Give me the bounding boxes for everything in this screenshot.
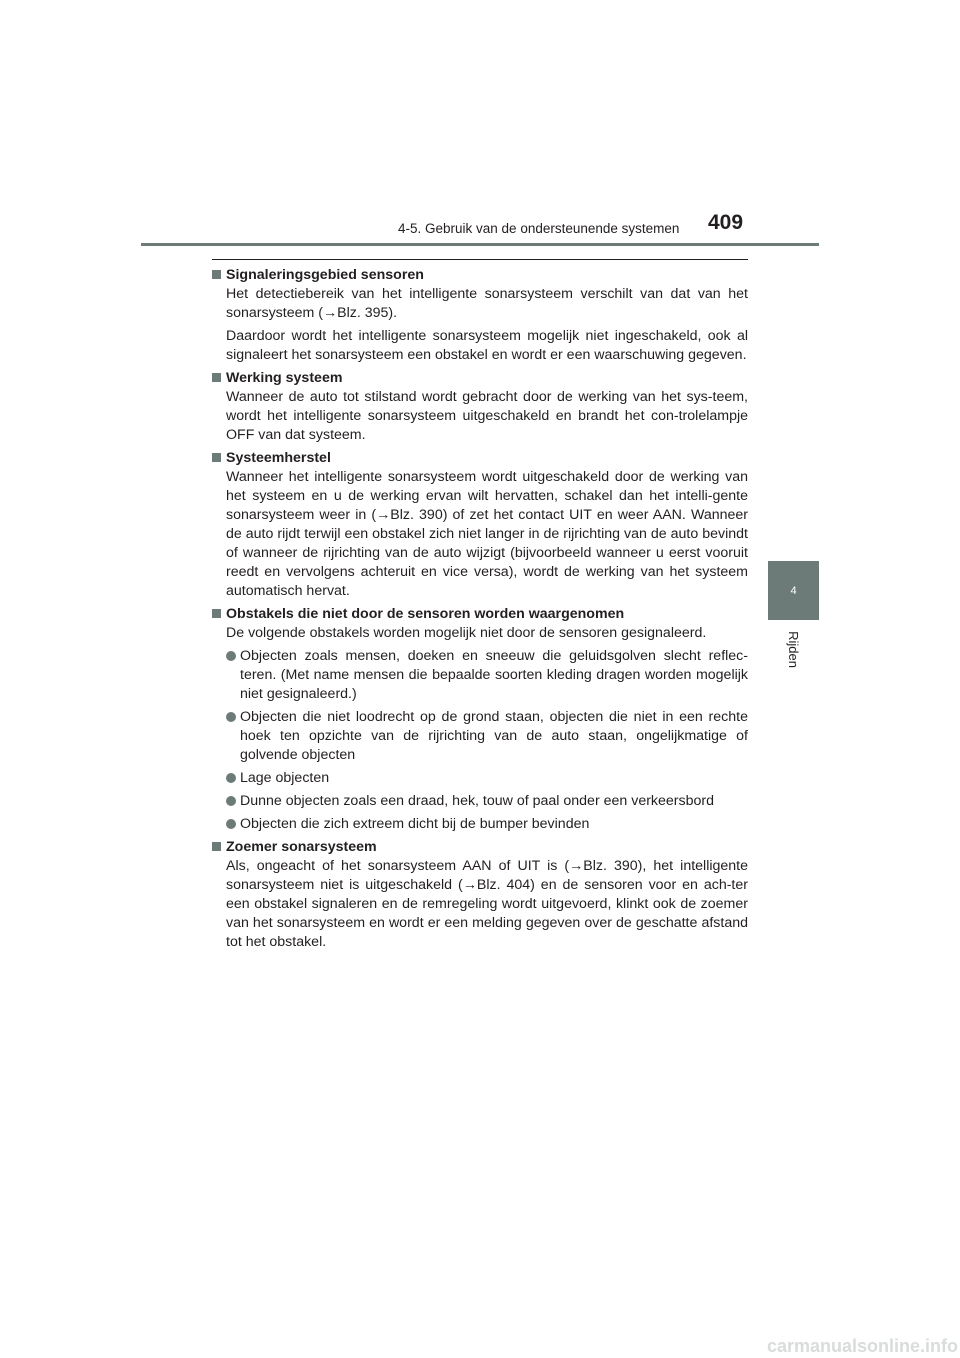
circle-bullet-icon: [226, 712, 236, 722]
list-item: [226, 815, 748, 834]
page-number: 409: [708, 211, 744, 234]
section-heading: [212, 369, 748, 388]
list-item: [226, 769, 748, 788]
paragraph: De volgende obstakels worden mogelijk niet door de sensoren gesignaleerd.: [226, 625, 707, 641]
list-item-text: Dunne objecten zoals een draad, hek, touw of paal onder een verkeersbord: [240, 793, 715, 809]
section-heading-text: Obstakels die niet door de sensoren worden waargenomen: [226, 606, 625, 622]
paragraph: Als, ongeacht of het sonarsysteem AAN of UIT is (→Blz. 390), het intelligente sonarsysteem niet is uitgeschakeld (→Blz. 404) en de sensoren voor en ach-ter een obstakel signaleren en de remregeling wordt uitgevoerd, klinkt ook de zoemer van het sonarsysteem en wordt er een melding gegeven over de geschatte afstand tot het obstakel.: [226, 858, 748, 950]
section-heading: [212, 449, 748, 468]
list-item: [226, 708, 748, 765]
content-top-rule: [212, 259, 748, 260]
circle-bullet-icon: [226, 651, 236, 661]
square-bullet-icon: [212, 453, 221, 462]
paragraph: Daardoor wordt het intelligente sonarsysteem mogelijk niet ingeschakeld, ook al signaleert het sonarsysteem een obstakel en wordt er een waarschuwing gegeven.: [226, 328, 748, 363]
list-item-text: Objecten die niet loodrecht op de grond staan, objecten die niet in een rechte hoek ten opzichte van de rijrichting van de auto staan, ongelijkmatige of golvende objecten: [240, 709, 748, 763]
section-heading: [212, 838, 748, 857]
paragraph: Het detectiebereik van het intelligente sonarsysteem verschilt van dat van het sonarsysteem (→Blz. 395).: [226, 286, 748, 321]
section-heading-text: Signaleringsgebied sensoren: [226, 267, 424, 283]
watermark: carmanualsonline.info: [766, 1336, 958, 1356]
paragraph: Wanneer de auto tot stilstand wordt gebracht door de werking van het sys-teem, wordt het intelligente sonarsysteem uitgeschakeld en brandt het con-trolelampje OFF van dat systeem.: [226, 389, 748, 443]
square-bullet-icon: [212, 842, 221, 851]
chapter-label-box: [768, 624, 819, 674]
circle-bullet-icon: [226, 773, 236, 783]
list-item: [226, 647, 748, 704]
page-content: [212, 266, 748, 956]
square-bullet-icon: [212, 270, 221, 279]
list-item-text: Objecten die zich extreem dicht bij de bumper bevinden: [240, 816, 590, 832]
list-item-text: Objecten zoals mensen, doeken en sneeuw die geluidsgolven slecht reflec-teren. (Met name mensen die bepaalde soorten kleding dragen worden mogelijk niet gesignaleerd.): [240, 648, 748, 702]
paragraph: Wanneer het intelligente sonarsysteem wordt uitgeschakeld door de werking van het systeem en u de werking ervan wilt hervatten, schakel dan het intelli-gente sonarsysteem weer in (→Blz. 390) of zet het contact UIT en weer AAN. Wanneer de auto rijdt terwijl een obstakel zich niet langer in de rijrichting van de auto bevindt of wanneer de rijrichting van de auto wijzigt (bijvoorbeeld wanneer u eerst vooruit reedt en vervolgens achteruit en vice versa), wordt de werking van het systeem automatisch hervat.: [226, 469, 748, 599]
section-heading-text: Werking systeem: [226, 370, 343, 386]
circle-bullet-icon: [226, 796, 236, 806]
header-rule: [141, 243, 819, 246]
section-title: 4-5. Gebruik van de ondersteunende systemen: [398, 221, 680, 236]
list-item: [226, 792, 748, 811]
chapter-tab: [768, 561, 819, 620]
section-heading-text: Systeemherstel: [226, 450, 331, 466]
square-bullet-icon: [212, 373, 221, 382]
list-item-text: Lage objecten: [240, 770, 330, 786]
circle-bullet-icon: [226, 819, 236, 829]
section-heading: [212, 605, 748, 624]
square-bullet-icon: [212, 609, 221, 618]
chapter-number: 4: [790, 584, 797, 597]
chapter-label: Rijden: [785, 630, 801, 668]
section-heading: [212, 266, 748, 285]
section-heading-text: Zoemer sonarsysteem: [226, 839, 377, 855]
